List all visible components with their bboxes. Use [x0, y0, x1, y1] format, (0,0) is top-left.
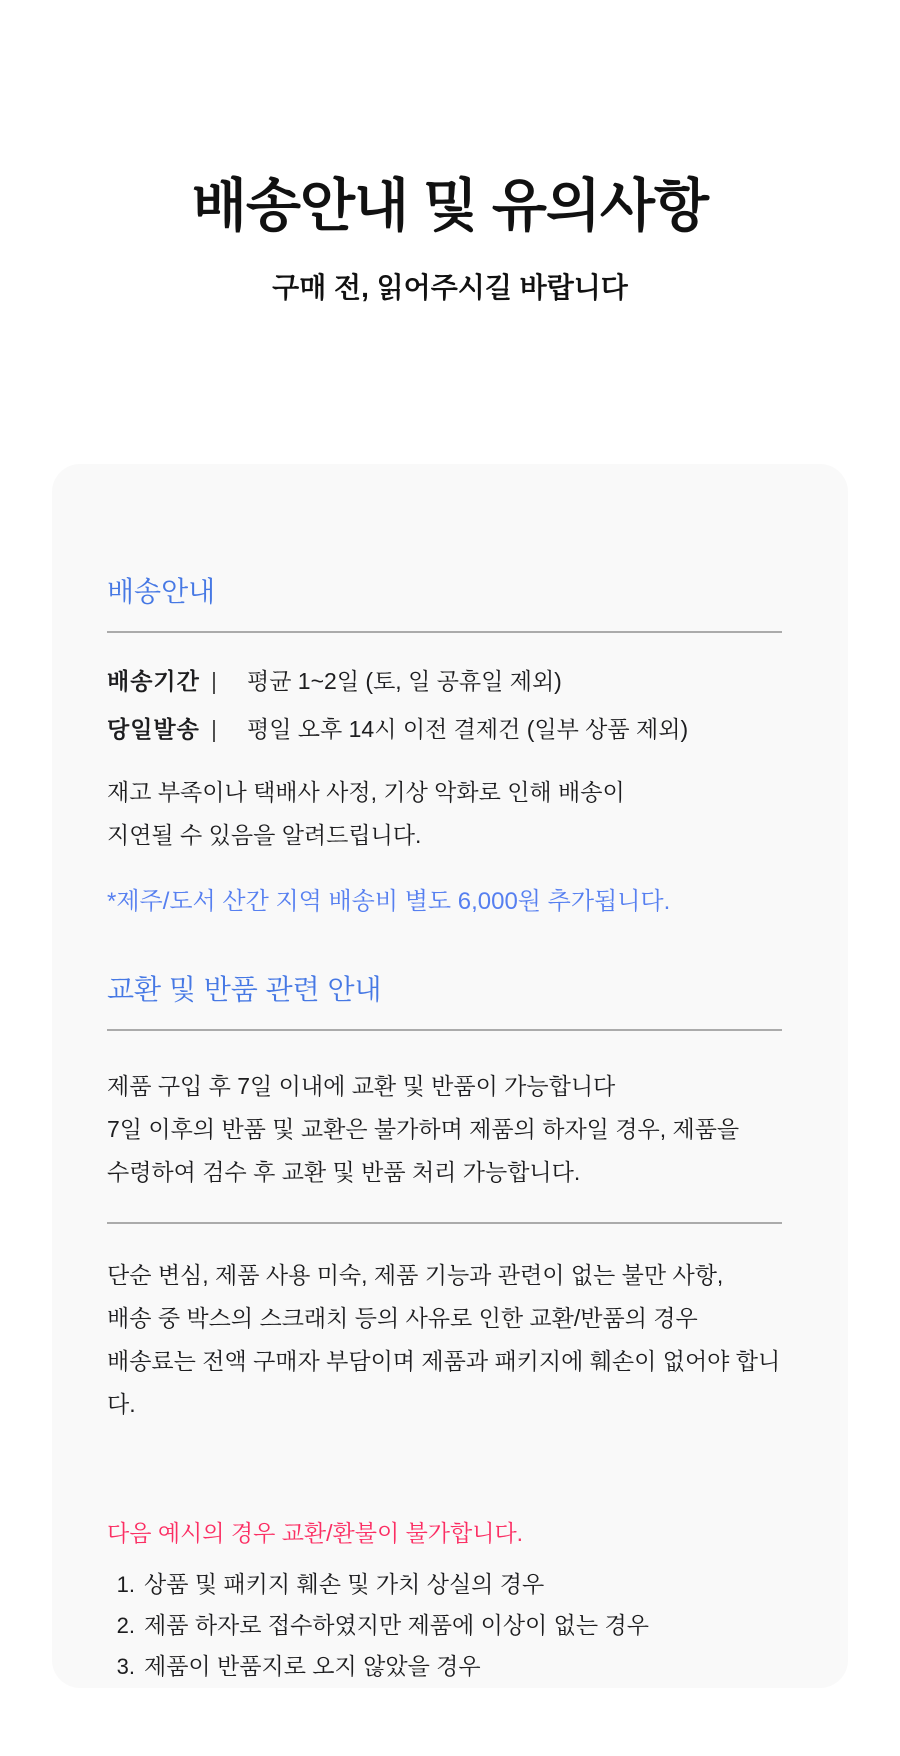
exchange-section-divider	[107, 1222, 782, 1224]
page-header	[0, 0, 900, 306]
delay-notice-line: 재고 부족이나 택배사 사정, 기상 악화로 인해 배송이	[107, 779, 625, 805]
disallowed-case-item	[107, 1564, 788, 1605]
shipping-heading-divider	[107, 631, 782, 633]
extra-fee-note: *제주/도서 산간 지역 배송비 별도 6,000원 추가됩니다.	[107, 888, 671, 915]
disallowed-case-item	[107, 1605, 788, 1646]
case-number: 3.	[116, 1654, 135, 1679]
row-label: 당일발송	[107, 716, 200, 742]
disallowed-cases-list	[107, 1564, 788, 1687]
shipping-row-same-day	[107, 711, 788, 759]
row-value: 평일 오후 14시 이전 결제건 (일부 상품 제외)	[246, 716, 689, 742]
shipping-row-delivery-period	[107, 663, 788, 711]
buyer-burden-line: 배송 중 박스의 스크래치 등의 사유로 인한 교환/반품의 경우	[107, 1305, 698, 1331]
exchange-policy-line: 제품 구입 후 7일 이내에 교환 및 반품이 가능합니다	[107, 1073, 616, 1099]
case-text: 제품 하자로 접수하였지만 제품에 이상이 없는 경우	[144, 1612, 649, 1638]
exchange-section-heading: 교환 및 반품 관련 안내	[107, 974, 382, 1005]
exchange-policy-line: 7일 이후의 반품 및 교환은 불가하며 제품의 하자일 경우, 제품을	[107, 1116, 740, 1142]
row-label: 배송기간	[107, 668, 200, 694]
shipping-rows	[107, 663, 788, 759]
case-text: 상품 및 패키지 훼손 및 가치 상실의 경우	[144, 1571, 545, 1597]
row-separator: |	[211, 716, 217, 742]
buyer-burden-line: 배송료는 전액 구매자 부담이며 제품과 패키지에 훼손이 없어야 합니다.	[107, 1348, 781, 1417]
exchange-policy-paragraph	[107, 1065, 788, 1194]
delay-notice-paragraph	[107, 771, 788, 857]
case-text: 제품이 반품지로 오지 않았을 경우	[144, 1653, 481, 1679]
buyer-burden-paragraph	[107, 1254, 788, 1426]
disallowed-case-item	[107, 1646, 788, 1687]
shipping-section-heading: 배송안내	[107, 576, 216, 607]
no-refund-warning: 다음 예시의 경우 교환/환불이 불가합니다.	[107, 1520, 524, 1546]
row-value: 평균 1~2일 (토, 일 공휴일 제외)	[246, 668, 562, 694]
case-number: 2.	[116, 1613, 135, 1638]
buyer-burden-line: 단순 변심, 제품 사용 미숙, 제품 기능과 관련이 없는 불만 사항,	[107, 1262, 724, 1288]
delay-notice-line: 지연될 수 있음을 알려드립니다.	[107, 822, 422, 848]
page-subtitle: 구매 전, 읽어주시길 바랍니다	[272, 272, 628, 304]
exchange-heading-divider	[107, 1029, 782, 1031]
page-title: 배송안내 및 유의사항	[191, 174, 709, 238]
case-number: 1.	[116, 1572, 135, 1597]
row-separator: |	[211, 668, 217, 694]
shipping-info-card	[52, 464, 848, 1688]
exchange-policy-line: 수령하여 검수 후 교환 및 반품 처리 가능합니다.	[107, 1159, 581, 1185]
